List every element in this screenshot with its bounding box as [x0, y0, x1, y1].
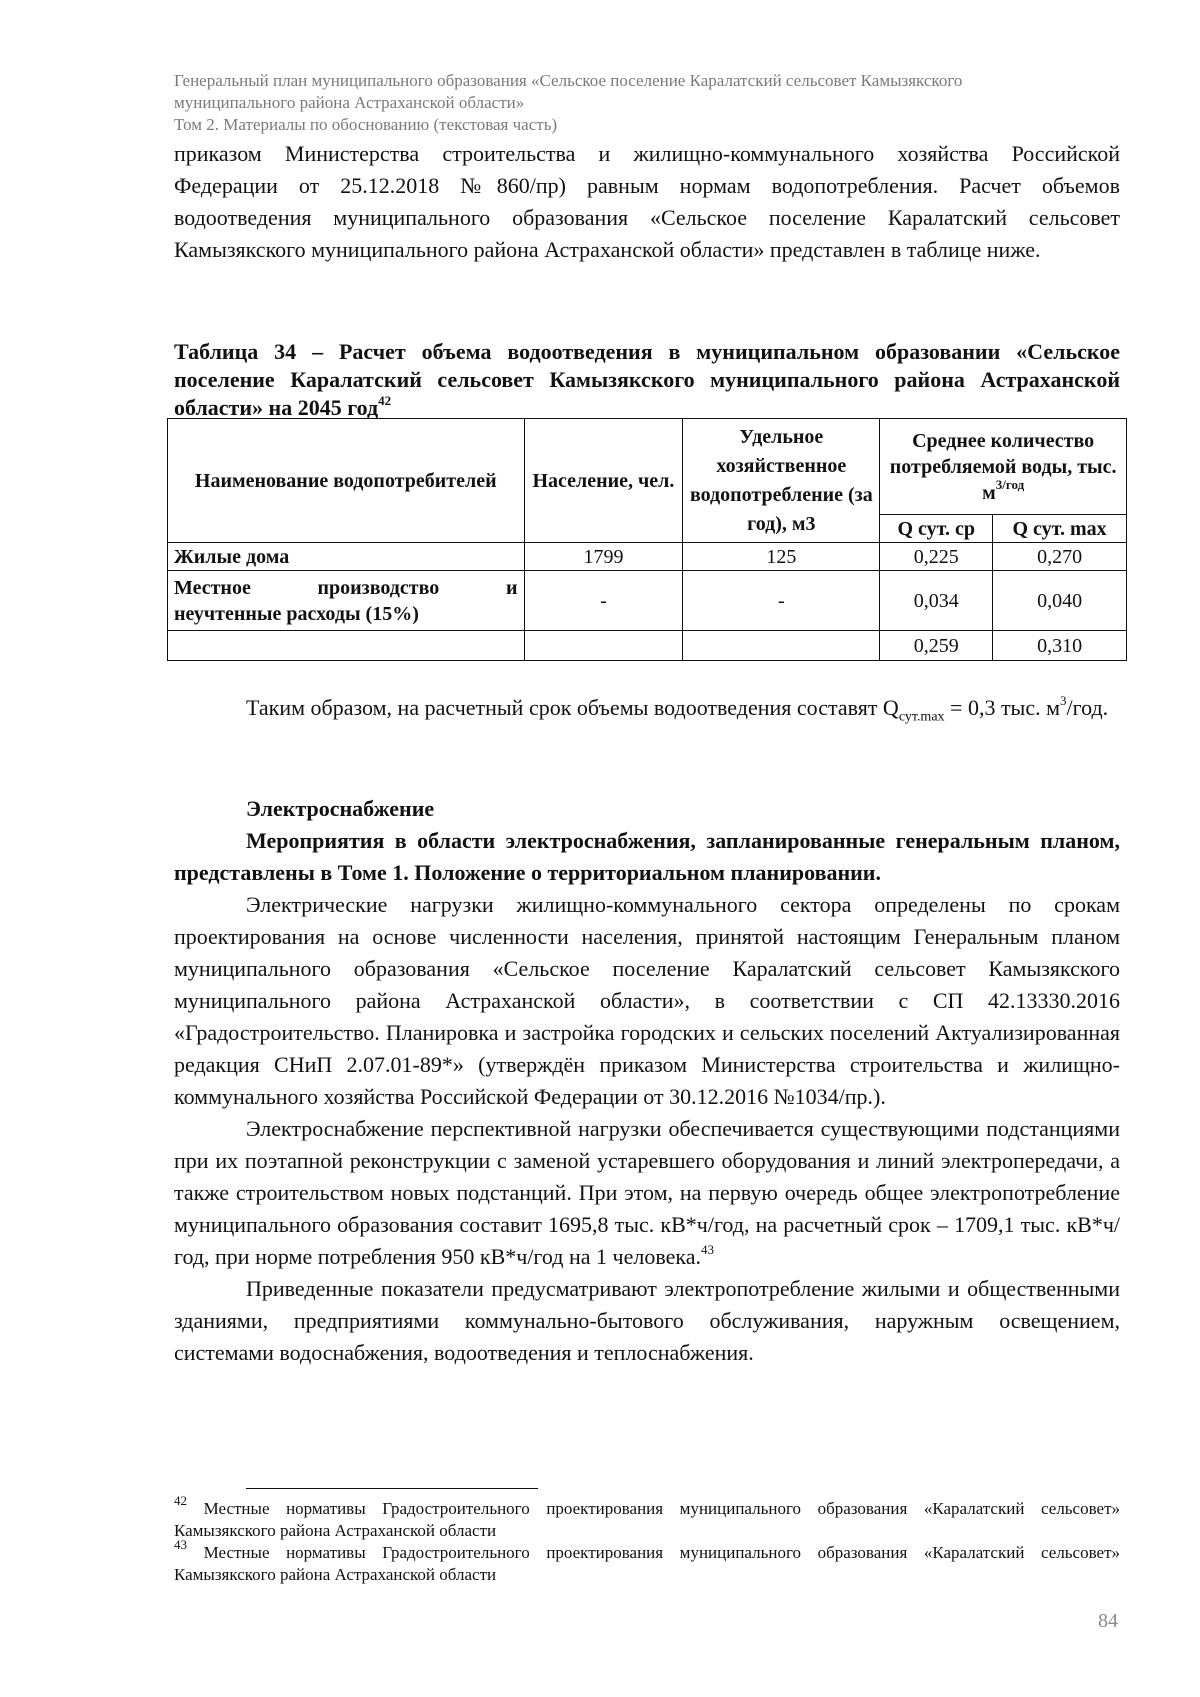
row-q-max: 0,040: [993, 571, 1127, 631]
footnote-42: [174, 1493, 1120, 1542]
conclusion-subscript: сут.max: [898, 709, 945, 725]
paragraph-2-footnote-ref: 43: [700, 1241, 714, 1257]
table-caption-footnote-ref: 42: [378, 392, 392, 408]
row-specific: -: [683, 571, 880, 631]
footnotes: [174, 1493, 1120, 1586]
header-line-2: муниципального района Астраханской области»: [174, 93, 525, 112]
header-population: Население, чел.: [524, 419, 683, 543]
footnote-separator: [246, 1488, 538, 1489]
table-row-total: [168, 631, 1127, 661]
page-number: 84: [1098, 1610, 1118, 1632]
row-q-avg: 0,034: [880, 571, 993, 631]
row-specific: 125: [683, 543, 880, 571]
footnote-number: 42: [174, 1493, 187, 1509]
conclusion-paragraph: [174, 692, 1120, 724]
row-population: 1799: [524, 543, 683, 571]
table-caption: [174, 338, 1120, 422]
row-name-line-2: неучтенные расходы (15%): [174, 602, 419, 625]
row-q-max: 0,310: [993, 631, 1127, 661]
conclusion-text-3: /год.: [1066, 695, 1109, 720]
row-population: [524, 631, 683, 661]
header-average-consumption: [880, 419, 1127, 515]
header-q-max: Q сут. max: [993, 515, 1127, 543]
footnote-43: [174, 1537, 1120, 1586]
header-line-3: Том 2. Материалы по обоснованию (текстовая часть): [174, 115, 558, 134]
paragraph-1: Электрические нагрузки жилищно-коммунального сектора определены по срокам проектирования на основе численности населения, принятой настоящим Генеральным планом муниципального образования «Сельское поселение Каралатский сельсовет Камызякского муниципального района Астраханской области», в соответствии с СП 42.13330.2016 «Градостроительство. Планировка и застройка городских и сельских поселений Актуализированная редакция СНиП 2.07.01-89*» (утверждён приказом Министерства строительства и жилищно-коммунального хозяйства Российской Федерации от 30.12.2016 №1034/пр.).: [174, 892, 1120, 1109]
row-specific: [683, 631, 880, 661]
paragraph-3: Приведенные показатели предусматривают электропотребление жилыми и общественными зданиями, предприятиями коммунально-бытового обслуживания, наружным освещением, системами водоснабжения, водоотведения и теплоснабжения.: [174, 1276, 1120, 1365]
row-name-line-1: Местное производство и: [174, 576, 518, 599]
header-average-text: Среднее количество потребляемой воды, тыс. м: [889, 429, 1117, 504]
table-caption-text: Таблица 34 – Расчет объема водоотведения в муниципальном образовании «Сельское поселение Каралатский сельсовет Камызякского муниципального района Астраханской области» на 2045 год: [174, 339, 1120, 420]
row-q-avg: 0,225: [880, 543, 993, 571]
table-row: [168, 543, 1127, 571]
row-name: [168, 571, 525, 631]
conclusion-block: [174, 692, 1120, 724]
running-header: [174, 70, 1124, 136]
intro-paragraph-block: [174, 138, 1120, 266]
footnote-number: 43: [174, 1537, 187, 1553]
paragraph-2-text: Электроснабжение перспективной нагрузки обеспечивается существующими подстанциями при их поэтапной реконструкции с заменой устаревшего оборудования и линий электропередачи, а также строительством новых подстанций. При этом, на первую очередь общее электропотребление муниципального образования составит 1695,8 тыс. кВ*ч/год, на расчетный срок – 1709,1 тыс. кВ*ч/год, при норме потребления 950 кВ*ч/год на 1 человека.: [174, 1116, 1120, 1269]
header-name: Наименование водопотребителей: [168, 419, 525, 543]
header-specific-consumption: Удельное хозяйственное водопотребление (за год), м3: [683, 419, 880, 543]
row-name: Жилые дома: [168, 543, 525, 571]
footnote-text: Местные нормативы Градостроительного проектирования муниципального образования «Каралатский сельсовет» Камызякского района Астраханской области: [174, 1543, 1120, 1584]
intro-paragraph: приказом Министерства строительства и жилищно-коммунального хозяйства Российской Федерации от 25.12.2018 №860/пр) равным нормам водопотребления. Расчет объемов водоотведения муниципального образования «Сельское поселение Каралатский сельсовет Камызякского муниципального района Астраханской области» представлен в таблице ниже.: [174, 141, 1120, 262]
bold-paragraph: Мероприятия в области электроснабжения, запланированные генеральным планом, представлены в Томе 1. Положение о территориальном планировании.: [174, 828, 1120, 885]
section-heading: Электроснабжение: [246, 796, 435, 821]
row-population: -: [524, 571, 683, 631]
row-q-avg: 0,259: [880, 631, 993, 661]
main-paragraphs: [174, 889, 1120, 1369]
row-name: [168, 631, 525, 661]
water-disposal-table: [167, 418, 1127, 661]
header-line-1: Генеральный план муниципального образования «Сельское поселение Каралатский сельсовет Камызякского: [174, 71, 963, 90]
conclusion-text-2: = 0,3 тыс. м: [944, 695, 1061, 720]
table-row: [168, 571, 1127, 631]
footnote-text: Местные нормативы Градостроительного проектирования муниципального образования «Каралатский сельсовет» Камызякского района Астраханской области: [174, 1499, 1120, 1540]
conclusion-text: Таким образом, на расчетный срок объемы водоотведения составят Q: [246, 695, 899, 720]
header-average-unit: 3/год: [995, 476, 1025, 492]
header-q-avg: Q сут. ср: [880, 515, 993, 543]
conclusion-superscript: 3: [1060, 692, 1067, 708]
paragraph-2: [174, 1113, 1120, 1273]
bold-paragraph-block: [174, 825, 1120, 889]
row-q-max: 0,270: [993, 543, 1127, 571]
